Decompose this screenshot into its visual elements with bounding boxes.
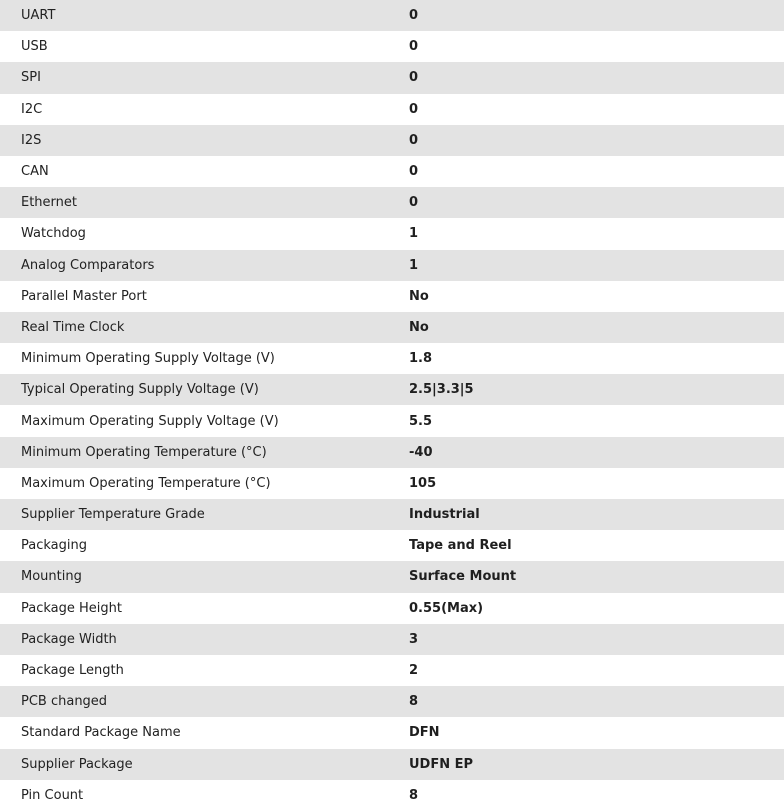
spec-label: Package Height <box>0 593 409 624</box>
spec-row-min-supply-voltage <box>0 343 784 374</box>
spec-row-max-supply-voltage <box>0 405 784 436</box>
spec-row-spi <box>0 62 784 93</box>
spec-row-mounting <box>0 561 784 592</box>
spec-value: 2.5|3.3|5 <box>409 374 784 405</box>
spec-value: 1 <box>409 218 784 249</box>
spec-value: 0 <box>409 31 784 62</box>
spec-row-package-height <box>0 593 784 624</box>
spec-value: DFN <box>409 717 784 748</box>
spec-row-ethernet <box>0 187 784 218</box>
spec-value: Tape and Reel <box>409 530 784 561</box>
spec-label: Parallel Master Port <box>0 281 409 312</box>
spec-value: No <box>409 281 784 312</box>
spec-value: 2 <box>409 655 784 686</box>
spec-value: 105 <box>409 468 784 499</box>
spec-value: 3 <box>409 624 784 655</box>
spec-value: 0.55(Max) <box>409 593 784 624</box>
spec-label: Supplier Package <box>0 749 409 780</box>
spec-value: 0 <box>409 0 784 31</box>
spec-row-can <box>0 156 784 187</box>
spec-value: 8 <box>409 780 784 811</box>
spec-value: Industrial <box>409 499 784 530</box>
spec-row-i2s <box>0 125 784 156</box>
spec-label: Maximum Operating Temperature (°C) <box>0 468 409 499</box>
spec-row-package-width <box>0 624 784 655</box>
spec-value: 0 <box>409 156 784 187</box>
spec-row-temperature-grade <box>0 499 784 530</box>
spec-row-package-length <box>0 655 784 686</box>
spec-label: Ethernet <box>0 187 409 218</box>
spec-value: 0 <box>409 125 784 156</box>
spec-row-parallel-master-port <box>0 281 784 312</box>
spec-label: I2S <box>0 125 409 156</box>
spec-label: Minimum Operating Temperature (°C) <box>0 437 409 468</box>
spec-row-pin-count <box>0 780 784 811</box>
spec-value: 5.5 <box>409 405 784 436</box>
spec-value: No <box>409 312 784 343</box>
spec-row-watchdog <box>0 218 784 249</box>
spec-label: Real Time Clock <box>0 312 409 343</box>
spec-label: Pin Count <box>0 780 409 811</box>
spec-label: Standard Package Name <box>0 717 409 748</box>
spec-row-supplier-package <box>0 749 784 780</box>
spec-label: Watchdog <box>0 218 409 249</box>
spec-row-uart <box>0 0 784 31</box>
spec-label: USB <box>0 31 409 62</box>
spec-label: Maximum Operating Supply Voltage (V) <box>0 405 409 436</box>
spec-label: I2C <box>0 94 409 125</box>
spec-row-pcb-changed <box>0 686 784 717</box>
spec-value: 0 <box>409 62 784 93</box>
spec-label: Minimum Operating Supply Voltage (V) <box>0 343 409 374</box>
spec-value: 0 <box>409 94 784 125</box>
spec-row-max-temperature <box>0 468 784 499</box>
spec-label: Typical Operating Supply Voltage (V) <box>0 374 409 405</box>
spec-label: Package Length <box>0 655 409 686</box>
spec-value: 1 <box>409 250 784 281</box>
spec-label: Mounting <box>0 561 409 592</box>
spec-label: UART <box>0 0 409 31</box>
spec-value: Surface Mount <box>409 561 784 592</box>
spec-row-typ-supply-voltage <box>0 374 784 405</box>
spec-label: SPI <box>0 62 409 93</box>
spec-row-min-temperature <box>0 437 784 468</box>
spec-label: PCB changed <box>0 686 409 717</box>
spec-label: CAN <box>0 156 409 187</box>
spec-label: Packaging <box>0 530 409 561</box>
spec-value: 0 <box>409 187 784 218</box>
spec-row-real-time-clock <box>0 312 784 343</box>
spec-label: Package Width <box>0 624 409 655</box>
spec-value: 8 <box>409 686 784 717</box>
spec-label: Analog Comparators <box>0 250 409 281</box>
spec-value: -40 <box>409 437 784 468</box>
spec-row-analog-comparators <box>0 250 784 281</box>
spec-row-standard-package-name <box>0 717 784 748</box>
spec-value: 1.8 <box>409 343 784 374</box>
spec-value: UDFN EP <box>409 749 784 780</box>
spec-row-usb <box>0 31 784 62</box>
spec-row-i2c <box>0 94 784 125</box>
spec-row-packaging <box>0 530 784 561</box>
spec-label: Supplier Temperature Grade <box>0 499 409 530</box>
